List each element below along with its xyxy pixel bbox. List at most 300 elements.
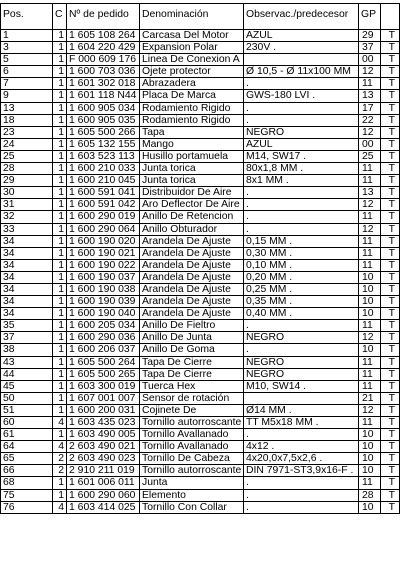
row-order-number: 1 600 591 042 xyxy=(67,199,140,211)
row-quantity: 1 xyxy=(53,90,67,102)
row-pos: 32 xyxy=(1,211,53,223)
row-pos: 38 xyxy=(1,344,53,356)
row-quantity: 1 xyxy=(53,223,67,235)
row-quantity: 1 xyxy=(53,332,67,344)
row-observation: GWS-180 LVI . xyxy=(244,90,359,102)
row-t: T xyxy=(381,489,400,501)
table-row xyxy=(1,199,400,211)
row-pos: 6 xyxy=(1,66,53,78)
row-t: T xyxy=(381,501,400,513)
row-order-number: 1 600 290 036 xyxy=(67,332,140,344)
row-denomination: Arandela De Ajuste xyxy=(140,247,244,259)
row-gp: 12 xyxy=(359,199,381,211)
row-quantity: 1 xyxy=(53,235,67,247)
row-quantity: 1 xyxy=(53,66,67,78)
row-gp: 17 xyxy=(359,102,381,114)
table-row xyxy=(1,42,400,54)
table-row xyxy=(1,259,400,271)
row-pos: 50 xyxy=(1,392,53,404)
row-denomination: Cojinete De xyxy=(140,404,244,416)
row-t: T xyxy=(381,465,400,477)
table-row xyxy=(1,453,400,465)
row-denomination: Abrazadera xyxy=(140,78,244,90)
row-t: T xyxy=(381,211,400,223)
row-observation: AZUL xyxy=(244,138,359,150)
table-row xyxy=(1,54,400,66)
row-observation: . xyxy=(244,477,359,489)
row-t: T xyxy=(381,30,400,42)
row-gp: 11 xyxy=(359,78,381,90)
header-denominacion: Denominación xyxy=(140,4,244,30)
row-t: T xyxy=(381,259,400,271)
row-quantity: 1 xyxy=(53,368,67,380)
row-t: T xyxy=(381,429,400,441)
row-gp: 11 xyxy=(359,259,381,271)
table-row xyxy=(1,235,400,247)
row-pos: 44 xyxy=(1,368,53,380)
row-order-number: 1 603 523 113 xyxy=(67,150,140,162)
row-order-number: 2 910 211 019 xyxy=(67,465,140,477)
row-denomination: Arandela De Ajuste xyxy=(140,235,244,247)
row-pos: 45 xyxy=(1,380,53,392)
row-quantity: 2 xyxy=(53,465,67,477)
row-pos: 34 xyxy=(1,235,53,247)
row-t: T xyxy=(381,404,400,416)
table-row xyxy=(1,429,400,441)
row-observation: TT M5x18 MM . xyxy=(244,417,359,429)
table-row xyxy=(1,150,400,162)
row-denomination: Tapa De Cierre xyxy=(140,356,244,368)
row-gp: 10 xyxy=(359,296,381,308)
row-gp: 37 xyxy=(359,42,381,54)
table-row xyxy=(1,441,400,453)
row-order-number: 1 603 490 005 xyxy=(67,429,140,441)
row-observation: . xyxy=(244,489,359,501)
row-order-number: 1 600 206 037 xyxy=(67,344,140,356)
row-gp: 12 xyxy=(359,126,381,138)
row-t: T xyxy=(381,187,400,199)
row-t: T xyxy=(381,102,400,114)
row-order-number: 1 605 500 265 xyxy=(67,368,140,380)
row-observation: Ø14 MM . xyxy=(244,404,359,416)
row-order-number: 1 600 703 036 xyxy=(67,66,140,78)
row-pos: 37 xyxy=(1,332,53,344)
table-row xyxy=(1,356,400,368)
row-pos: 76 xyxy=(1,501,53,513)
row-denomination: Rodamiento Rigido xyxy=(140,102,244,114)
row-gp: 28 xyxy=(359,489,381,501)
table-row xyxy=(1,465,400,477)
row-denomination: Tornillo Avallanado xyxy=(140,441,244,453)
row-order-number: 1 605 132 155 xyxy=(67,138,140,150)
row-t: T xyxy=(381,283,400,295)
row-gp: 11 xyxy=(359,163,381,175)
row-quantity: 1 xyxy=(53,163,67,175)
table-row xyxy=(1,90,400,102)
row-gp: 29 xyxy=(359,30,381,42)
header-observac: Observac./predecesor xyxy=(244,4,359,30)
row-denomination: Tornillo Avallanado xyxy=(140,429,244,441)
table-row xyxy=(1,380,400,392)
row-pos: 61 xyxy=(1,429,53,441)
header-pedido: Nº de pedido xyxy=(67,4,140,30)
row-order-number: 1 600 190 037 xyxy=(67,271,140,283)
row-denomination: Tornillo autorroscante xyxy=(140,465,244,477)
row-order-number: 2 603 490 021 xyxy=(67,441,140,453)
row-denomination: Anillo Obturador xyxy=(140,223,244,235)
table-row xyxy=(1,296,400,308)
row-observation: 80x1,8 MM . xyxy=(244,163,359,175)
row-quantity: 1 xyxy=(53,283,67,295)
row-t: T xyxy=(381,368,400,380)
row-quantity: 1 xyxy=(53,30,67,42)
row-t: T xyxy=(381,90,400,102)
row-t: T xyxy=(381,308,400,320)
table-row xyxy=(1,30,400,42)
row-observation: Ø 10,5 - Ø 11x100 MM xyxy=(244,66,359,78)
row-pos: 34 xyxy=(1,271,53,283)
row-pos: 18 xyxy=(1,114,53,126)
table-row xyxy=(1,501,400,513)
row-observation xyxy=(244,392,359,404)
row-quantity: 1 xyxy=(53,320,67,332)
row-pos: 60 xyxy=(1,417,53,429)
row-observation: NEGRO xyxy=(244,126,359,138)
row-t: T xyxy=(381,296,400,308)
row-quantity: 1 xyxy=(53,344,67,356)
row-pos: 34 xyxy=(1,247,53,259)
row-pos: 34 xyxy=(1,259,53,271)
table-row xyxy=(1,223,400,235)
row-observation: 4x20,0x7,5x2,6 . xyxy=(244,453,359,465)
row-quantity: 4 xyxy=(53,441,67,453)
row-observation: M14, SW17 . xyxy=(244,150,359,162)
row-order-number: 1 600 905 034 xyxy=(67,102,140,114)
row-pos: 25 xyxy=(1,150,53,162)
row-observation: 0,15 MM . xyxy=(244,235,359,247)
table-row xyxy=(1,78,400,90)
row-denomination: Junta torica xyxy=(140,163,244,175)
row-denomination: Tornillo De Cabeza xyxy=(140,453,244,465)
row-gp: 10 xyxy=(359,271,381,283)
header-pos: Pos. xyxy=(1,4,53,30)
row-gp: 10 xyxy=(359,441,381,453)
table-row xyxy=(1,175,400,187)
row-t: T xyxy=(381,392,400,404)
row-quantity: 1 xyxy=(53,138,67,150)
row-denomination: Anillo De Goma xyxy=(140,344,244,356)
row-observation: . xyxy=(244,344,359,356)
row-quantity: 1 xyxy=(53,150,67,162)
row-quantity: 1 xyxy=(53,392,67,404)
row-quantity: 1 xyxy=(53,42,67,54)
row-quantity: 1 xyxy=(53,356,67,368)
row-observation: DIN 7971-ST3,9x16-F . xyxy=(244,465,359,477)
row-denomination: Carcasa Del Motor xyxy=(140,30,244,42)
row-quantity: 1 xyxy=(53,259,67,271)
row-observation: 0,10 MM . xyxy=(244,259,359,271)
row-observation: M10, SW14 . xyxy=(244,380,359,392)
row-denomination: Junta xyxy=(140,477,244,489)
row-gp: 12 xyxy=(359,404,381,416)
row-observation: . xyxy=(244,223,359,235)
table-row xyxy=(1,308,400,320)
row-t: T xyxy=(381,138,400,150)
row-pos: 23 xyxy=(1,126,53,138)
row-pos: 35 xyxy=(1,320,53,332)
row-t: T xyxy=(381,356,400,368)
row-denomination: Mango xyxy=(140,138,244,150)
table-row xyxy=(1,320,400,332)
row-order-number: 1 600 190 039 xyxy=(67,296,140,308)
table-row xyxy=(1,477,400,489)
row-order-number: 1 600 290 060 xyxy=(67,489,140,501)
row-order-number: 1 603 300 019 xyxy=(67,380,140,392)
row-pos: 33 xyxy=(1,223,53,235)
row-denomination: Arandela De Ajuste xyxy=(140,271,244,283)
row-t: T xyxy=(381,126,400,138)
row-quantity: 1 xyxy=(53,247,67,259)
row-t: T xyxy=(381,66,400,78)
row-gp: 11 xyxy=(359,356,381,368)
row-quantity: 1 xyxy=(53,54,67,66)
row-quantity: 1 xyxy=(53,308,67,320)
row-observation: . xyxy=(244,211,359,223)
row-pos: 24 xyxy=(1,138,53,150)
row-denomination: Tuerca Hex xyxy=(140,380,244,392)
row-order-number: 1 600 591 041 xyxy=(67,187,140,199)
table-row xyxy=(1,114,400,126)
row-order-number: 1 600 190 020 xyxy=(67,235,140,247)
row-gp: 13 xyxy=(359,90,381,102)
row-t: T xyxy=(381,453,400,465)
row-t: T xyxy=(381,417,400,429)
row-order-number: 2 603 490 023 xyxy=(67,453,140,465)
row-gp: 12 xyxy=(359,66,381,78)
row-order-number: 1 603 435 023 xyxy=(67,417,140,429)
row-t: T xyxy=(381,441,400,453)
row-gp: 10 xyxy=(359,308,381,320)
row-quantity: 1 xyxy=(53,211,67,223)
row-t: T xyxy=(381,380,400,392)
row-t: T xyxy=(381,332,400,344)
row-t: T xyxy=(381,320,400,332)
row-denomination: Tapa xyxy=(140,126,244,138)
row-observation: . xyxy=(244,78,359,90)
row-pos: 65 xyxy=(1,453,53,465)
row-t: T xyxy=(381,223,400,235)
row-t: T xyxy=(381,114,400,126)
header-c: C xyxy=(53,4,67,30)
row-gp: 10 xyxy=(359,429,381,441)
row-quantity: 1 xyxy=(53,187,67,199)
row-denomination: Distribuidor De Aire xyxy=(140,187,244,199)
row-gp: 11 xyxy=(359,417,381,429)
row-quantity: 1 xyxy=(53,102,67,114)
row-order-number: 1 600 190 040 xyxy=(67,308,140,320)
table-row xyxy=(1,126,400,138)
row-quantity: 1 xyxy=(53,404,67,416)
row-pos: 68 xyxy=(1,477,53,489)
row-quantity: 1 xyxy=(53,114,67,126)
table-row xyxy=(1,489,400,501)
row-order-number: 1 605 108 264 xyxy=(67,30,140,42)
row-t: T xyxy=(381,163,400,175)
row-gp: 12 xyxy=(359,223,381,235)
row-quantity: 1 xyxy=(53,78,67,90)
row-quantity: 4 xyxy=(53,417,67,429)
row-t: T xyxy=(381,42,400,54)
row-pos: 29 xyxy=(1,175,53,187)
row-denomination: Linea De Conexion A xyxy=(140,54,244,66)
table-row xyxy=(1,102,400,114)
row-observation: . xyxy=(244,102,359,114)
row-gp: 10 xyxy=(359,283,381,295)
table-row xyxy=(1,66,400,78)
row-observation: . xyxy=(244,501,359,513)
table-row xyxy=(1,404,400,416)
row-order-number: 1 601 302 018 xyxy=(67,78,140,90)
row-gp: 22 xyxy=(359,114,381,126)
row-gp: 00 xyxy=(359,54,381,66)
row-order-number: F 000 609 176 xyxy=(67,54,140,66)
table-row xyxy=(1,392,400,404)
row-denomination: Ojete protector xyxy=(140,66,244,78)
row-t: T xyxy=(381,235,400,247)
row-gp: 11 xyxy=(359,368,381,380)
row-denomination: Arandela De Ajuste xyxy=(140,296,244,308)
row-order-number: 1 600 190 021 xyxy=(67,247,140,259)
row-pos: 34 xyxy=(1,283,53,295)
row-order-number: 1 605 500 264 xyxy=(67,356,140,368)
row-denomination: Junta torica xyxy=(140,175,244,187)
row-pos: 66 xyxy=(1,465,53,477)
row-observation: 4x12 . xyxy=(244,441,359,453)
row-observation: 0,20 MM . xyxy=(244,271,359,283)
row-gp: 10 xyxy=(359,453,381,465)
table-row xyxy=(1,211,400,223)
row-denomination: Tornillo Con Collar xyxy=(140,501,244,513)
row-quantity: 1 xyxy=(53,175,67,187)
row-order-number: 1 600 290 064 xyxy=(67,223,140,235)
row-order-number: 1 605 500 266 xyxy=(67,126,140,138)
row-gp: 13 xyxy=(359,187,381,199)
row-quantity: 1 xyxy=(53,489,67,501)
header-gp: GP xyxy=(359,4,381,30)
row-observation: 0,30 MM . xyxy=(244,247,359,259)
row-order-number: 1 600 210 033 xyxy=(67,163,140,175)
row-denomination: Sensor de rotación xyxy=(140,392,244,404)
row-order-number: 1 603 414 025 xyxy=(67,501,140,513)
parts-table xyxy=(0,3,400,514)
row-quantity: 1 xyxy=(53,477,67,489)
row-denomination: Rodamiento Rigido xyxy=(140,114,244,126)
row-denomination: Tapa De Cierre xyxy=(140,368,244,380)
table-row xyxy=(1,163,400,175)
row-denomination: Husillo portamuela xyxy=(140,150,244,162)
row-pos: 13 xyxy=(1,102,53,114)
row-order-number: 1 607 001 007 xyxy=(67,392,140,404)
table-row xyxy=(1,138,400,150)
table-row xyxy=(1,368,400,380)
row-pos: 5 xyxy=(1,54,53,66)
row-gp: 11 xyxy=(359,380,381,392)
row-denomination: Arandela De Ajuste xyxy=(140,259,244,271)
row-observation: 0,25 MM . xyxy=(244,283,359,295)
row-t: T xyxy=(381,54,400,66)
row-gp: 10 xyxy=(359,465,381,477)
row-order-number: 1 600 290 019 xyxy=(67,211,140,223)
row-quantity: 4 xyxy=(53,501,67,513)
row-pos: 31 xyxy=(1,199,53,211)
row-pos: 3 xyxy=(1,42,53,54)
row-gp: 11 xyxy=(359,477,381,489)
row-order-number: 1 604 220 429 xyxy=(67,42,140,54)
table-row xyxy=(1,247,400,259)
table-row xyxy=(1,332,400,344)
row-denomination: Arandela De Ajuste xyxy=(140,283,244,295)
row-t: T xyxy=(381,150,400,162)
table-row xyxy=(1,187,400,199)
table-row xyxy=(1,417,400,429)
row-denomination: Anillo De Retencion xyxy=(140,211,244,223)
row-t: T xyxy=(381,175,400,187)
row-observation: NEGRO xyxy=(244,332,359,344)
row-observation: . xyxy=(244,320,359,332)
row-denomination: Arandela De Ajuste xyxy=(140,308,244,320)
row-quantity: 1 xyxy=(53,271,67,283)
row-quantity: 2 xyxy=(53,453,67,465)
row-denomination: Anillo De Fieltro xyxy=(140,320,244,332)
row-gp: 00 xyxy=(359,138,381,150)
row-gp: 11 xyxy=(359,211,381,223)
row-quantity: 1 xyxy=(53,126,67,138)
row-order-number: 1 600 905 035 xyxy=(67,114,140,126)
row-denomination: Aro Deflector De Aire xyxy=(140,199,244,211)
row-t: T xyxy=(381,247,400,259)
row-pos: 75 xyxy=(1,489,53,501)
row-gp: 21 xyxy=(359,392,381,404)
row-observation: . xyxy=(244,114,359,126)
row-gp: 12 xyxy=(359,332,381,344)
row-gp: 11 xyxy=(359,235,381,247)
row-order-number: 1 600 190 022 xyxy=(67,259,140,271)
row-quantity: 1 xyxy=(53,199,67,211)
row-t: T xyxy=(381,199,400,211)
row-pos: 34 xyxy=(1,296,53,308)
row-t: T xyxy=(381,271,400,283)
row-t: T xyxy=(381,78,400,90)
row-gp: 10 xyxy=(359,344,381,356)
row-t: T xyxy=(381,344,400,356)
row-denomination: Expansion Polar xyxy=(140,42,244,54)
row-pos: 51 xyxy=(1,404,53,416)
row-observation: . xyxy=(244,429,359,441)
row-observation: . xyxy=(244,199,359,211)
row-observation: 0,35 MM . xyxy=(244,296,359,308)
row-quantity: 1 xyxy=(53,296,67,308)
row-quantity: 1 xyxy=(53,380,67,392)
row-t: T xyxy=(381,477,400,489)
row-pos: 28 xyxy=(1,163,53,175)
table-row xyxy=(1,271,400,283)
row-gp: 11 xyxy=(359,247,381,259)
row-gp: 25 xyxy=(359,150,381,162)
row-pos: 30 xyxy=(1,187,53,199)
row-order-number: 1 600 190 038 xyxy=(67,283,140,295)
row-order-number: 1 600 210 045 xyxy=(67,175,140,187)
row-observation: NEGRO xyxy=(244,356,359,368)
